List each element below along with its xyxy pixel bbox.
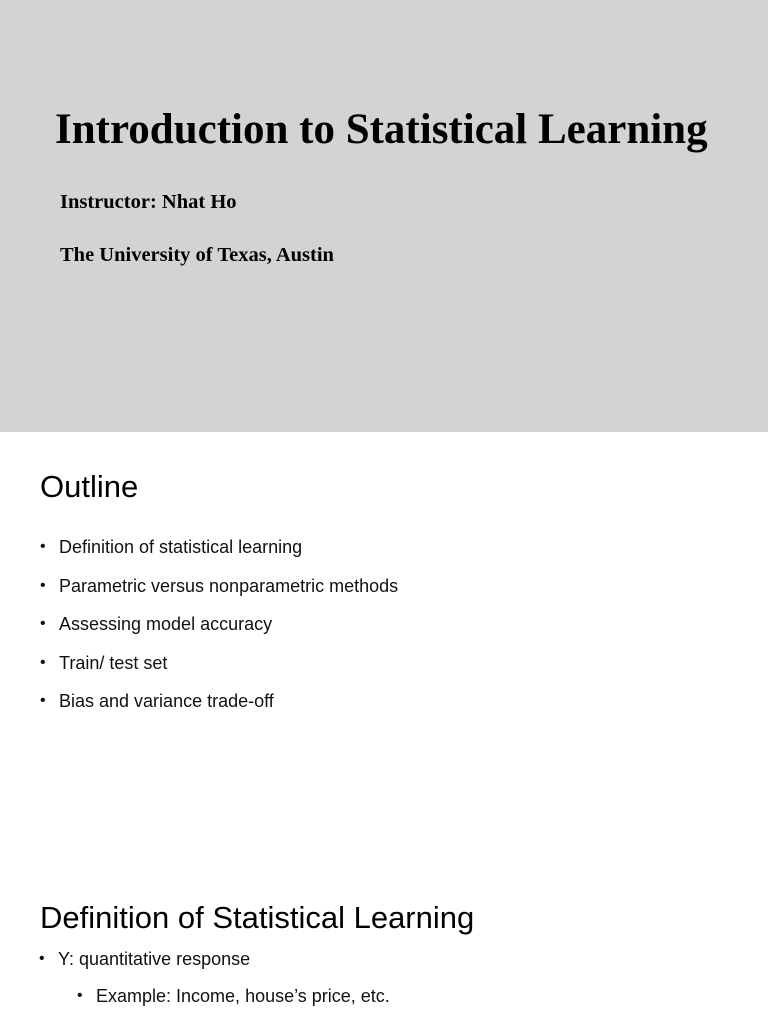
bullet-icon: • — [77, 987, 83, 1004]
outline-heading: Outline — [40, 469, 139, 504]
outline-item — [40, 573, 399, 612]
bullet-icon: • — [40, 538, 46, 555]
definition-subitem-text: Example: Income, house’s price, etc. — [96, 986, 390, 1006]
outline-item-text: Bias and variance trade-off — [59, 691, 274, 712]
instructor-line: Instructor: Nhat Ho — [60, 191, 237, 213]
bullet-icon: • — [39, 950, 45, 967]
definition-item-text: Y: quantitative response — [58, 949, 251, 969]
bullet-icon: • — [40, 576, 46, 594]
definition-subitem — [58, 983, 390, 1020]
outline-item-text: Train/ test set — [59, 652, 168, 673]
outline-item — [40, 688, 398, 727]
definition-heading: Definition of Statistical Learning — [40, 900, 475, 935]
outline-item-text: Assessing model accuracy — [59, 614, 273, 635]
definition-list — [39, 946, 390, 1020]
bullet-icon: • — [40, 653, 46, 671]
slide-title: Introduction to Statistical Learning — [55, 106, 708, 153]
bullet-icon: • — [40, 692, 46, 710]
bullet-icon: • — [40, 615, 46, 633]
definition-item — [39, 946, 390, 983]
outline-item-text: Parametric versus nonparametric methods — [59, 575, 399, 596]
title-slide — [0, 0, 768, 432]
definition-slide — [0, 864, 768, 1024]
outline-item — [40, 534, 398, 573]
outline-list — [40, 534, 399, 727]
outline-item — [40, 611, 398, 650]
outline-item — [40, 650, 398, 689]
outline-slide — [0, 432, 768, 864]
outline-item-text: Definition of statistical learning — [59, 537, 303, 557]
university-line: The University of Texas, Austin — [60, 244, 334, 266]
